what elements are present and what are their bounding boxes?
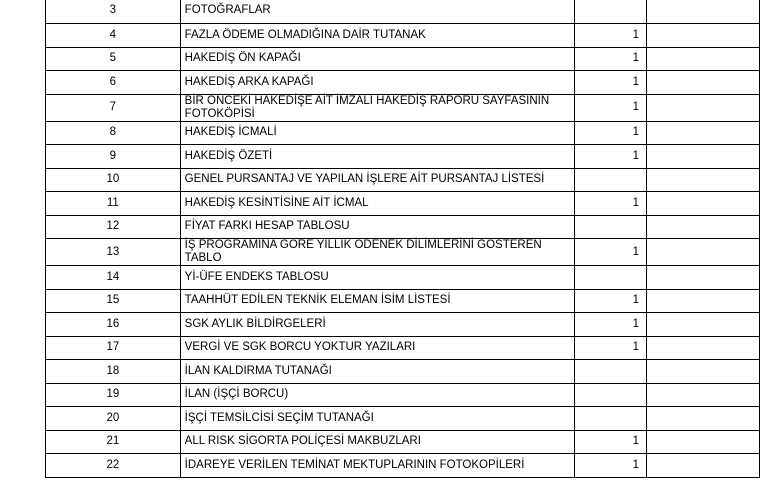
quantity-cell: 1: [574, 145, 646, 169]
table-row: [46, 407, 760, 431]
description-cell: [180, 407, 574, 431]
row-number-cell: 17: [46, 336, 181, 360]
table-row: [46, 454, 760, 478]
table-row: [46, 239, 760, 266]
table-row: [46, 266, 760, 290]
empty-cell: [647, 430, 760, 454]
description-cell: [180, 215, 574, 239]
document-checklist-table: [45, 0, 760, 478]
empty-cell: [647, 239, 760, 266]
table-row: [46, 289, 760, 313]
row-number-cell: 22: [46, 454, 181, 478]
quantity-cell: 1: [574, 239, 646, 266]
description-cell: [180, 430, 574, 454]
description-cell: [180, 94, 574, 121]
description-cell: [180, 24, 574, 48]
description-text: FİYAT FARKI HESAP TABLOSU: [184, 220, 350, 233]
quantity-cell: 1: [574, 24, 646, 48]
description-text: İŞÇİ TEMSİLCİSİ SEÇİM TUTANAĞI: [184, 411, 374, 424]
description-cell: [180, 313, 574, 337]
empty-cell: [647, 360, 760, 384]
table-row: [46, 24, 760, 48]
quantity-cell: 1: [574, 336, 646, 360]
table-row: [46, 383, 760, 407]
table-row: [46, 215, 760, 239]
empty-cell: [647, 454, 760, 478]
empty-cell: [647, 145, 760, 169]
row-number-cell: 18: [46, 360, 181, 384]
table-row: [46, 47, 760, 71]
row-number-cell: 19: [46, 383, 181, 407]
empty-cell: [647, 289, 760, 313]
description-text: FAZLA ÖDEME OLMADIĞINA DAİR TUTANAK: [184, 28, 426, 41]
row-number-cell: 4: [46, 24, 181, 48]
quantity-cell: 1: [574, 71, 646, 95]
description-text: ALL RISK SİGORTA POLİÇESİ MAKBUZLARI: [184, 435, 421, 448]
quantity-cell: [574, 215, 646, 239]
table-row: [46, 71, 760, 95]
description-text: HAKEDİŞ İCMALİ: [184, 126, 277, 139]
description-cell: [180, 289, 574, 313]
quantity-cell: 1: [574, 313, 646, 337]
table-row: [46, 145, 760, 169]
description-cell: [180, 360, 574, 384]
description-text: HAKEDİŞ ÖN KAPAĞI: [184, 52, 301, 65]
quantity-cell: [574, 383, 646, 407]
description-cell: [180, 383, 574, 407]
table-row: [46, 94, 760, 121]
description-cell: [180, 0, 574, 24]
empty-cell: [647, 215, 760, 239]
empty-cell: [647, 94, 760, 121]
description-cell: [180, 239, 574, 266]
description-text: FOTOĞRAFLAR: [184, 4, 271, 16]
table-row: [46, 313, 760, 337]
description-text: TAAHHÜT EDİLEN TEKNİK ELEMAN İSİM LİSTESİ: [184, 294, 451, 307]
description-text: İLAN KALDIRMA TUTANAĞI: [184, 364, 332, 377]
description-text: HAKEDİŞ KESİNTİSİNE AİT İCMAL: [184, 196, 369, 209]
quantity-cell: [574, 0, 646, 24]
description-cell: [180, 336, 574, 360]
description-text: GENEL PURSANTAJ VE YAPILAN İŞLERE AİT PURSANTAJ LİSTESİ: [184, 173, 545, 186]
row-number-cell: 14: [46, 266, 181, 290]
row-number-cell: 3: [46, 0, 181, 24]
description-cell: [180, 71, 574, 95]
table-body: [46, 0, 760, 477]
quantity-cell: 1: [574, 121, 646, 145]
empty-cell: [647, 71, 760, 95]
description-cell: [180, 168, 574, 192]
row-number-cell: 9: [46, 145, 181, 169]
description-text: SGK AYLIK BİLDİRGELERİ: [184, 317, 326, 330]
quantity-cell: 1: [574, 289, 646, 313]
row-number-cell: 20: [46, 407, 181, 431]
quantity-cell: [574, 360, 646, 384]
table-row: [46, 0, 760, 24]
table-row: [46, 121, 760, 145]
row-number-cell: 8: [46, 121, 181, 145]
table-row: [46, 430, 760, 454]
description-cell: [180, 47, 574, 71]
empty-cell: [647, 24, 760, 48]
description-cell: [180, 454, 574, 478]
table-row: [46, 336, 760, 360]
description-text: BİR ÖNCEKİ HAKEDİŞE AİT İMZALI HAKEDİŞ RAPORU SAYFASININ FOTOKÖPİSİ: [184, 94, 550, 120]
quantity-cell: [574, 266, 646, 290]
quantity-cell: [574, 168, 646, 192]
description-text: HAKEDİŞ ÖZETİ: [184, 149, 273, 162]
quantity-cell: 1: [574, 47, 646, 71]
row-number-cell: 11: [46, 192, 181, 216]
description-cell: [180, 266, 574, 290]
empty-cell: [647, 168, 760, 192]
row-number-cell: 10: [46, 168, 181, 192]
row-number-cell: 21: [46, 430, 181, 454]
empty-cell: [647, 336, 760, 360]
table-row: [46, 168, 760, 192]
description-cell: [180, 192, 574, 216]
description-cell: [180, 145, 574, 169]
empty-cell: [647, 407, 760, 431]
empty-cell: [647, 0, 760, 24]
row-number-cell: 12: [46, 215, 181, 239]
description-cell: [180, 121, 574, 145]
row-number-cell: 5: [46, 47, 181, 71]
quantity-cell: 1: [574, 94, 646, 121]
quantity-cell: 1: [574, 454, 646, 478]
row-number-cell: 13: [46, 239, 181, 266]
row-number-cell: 15: [46, 289, 181, 313]
empty-cell: [647, 266, 760, 290]
empty-cell: [647, 313, 760, 337]
description-text: İŞ PROGRAMINA GÖRE YILLIK ÖDENEK DİLİMLERİNİ GÖSTEREN TABLO: [184, 239, 542, 264]
description-text: Yİ-ÜFE ENDEKS TABLOSU: [184, 270, 329, 283]
row-number-cell: 6: [46, 71, 181, 95]
quantity-cell: 1: [574, 430, 646, 454]
table-row: [46, 192, 760, 216]
row-number-cell: 16: [46, 313, 181, 337]
quantity-cell: [574, 407, 646, 431]
empty-cell: [647, 192, 760, 216]
empty-cell: [647, 383, 760, 407]
description-text: HAKEDİŞ ARKA KAPAĞI: [184, 75, 314, 88]
quantity-cell: 1: [574, 192, 646, 216]
row-number-cell: 7: [46, 94, 181, 121]
empty-cell: [647, 121, 760, 145]
description-text: İDAREYE VERİLEN TEMİNAT MEKTUPLARININ FOTOKOPİLERİ: [184, 458, 525, 471]
description-text: İLAN (İŞÇİ BORCU): [184, 388, 289, 401]
table-row: [46, 360, 760, 384]
empty-cell: [647, 47, 760, 71]
description-text: VERGİ VE SGK BORCU YOKTUR YAZILARI: [184, 341, 416, 354]
